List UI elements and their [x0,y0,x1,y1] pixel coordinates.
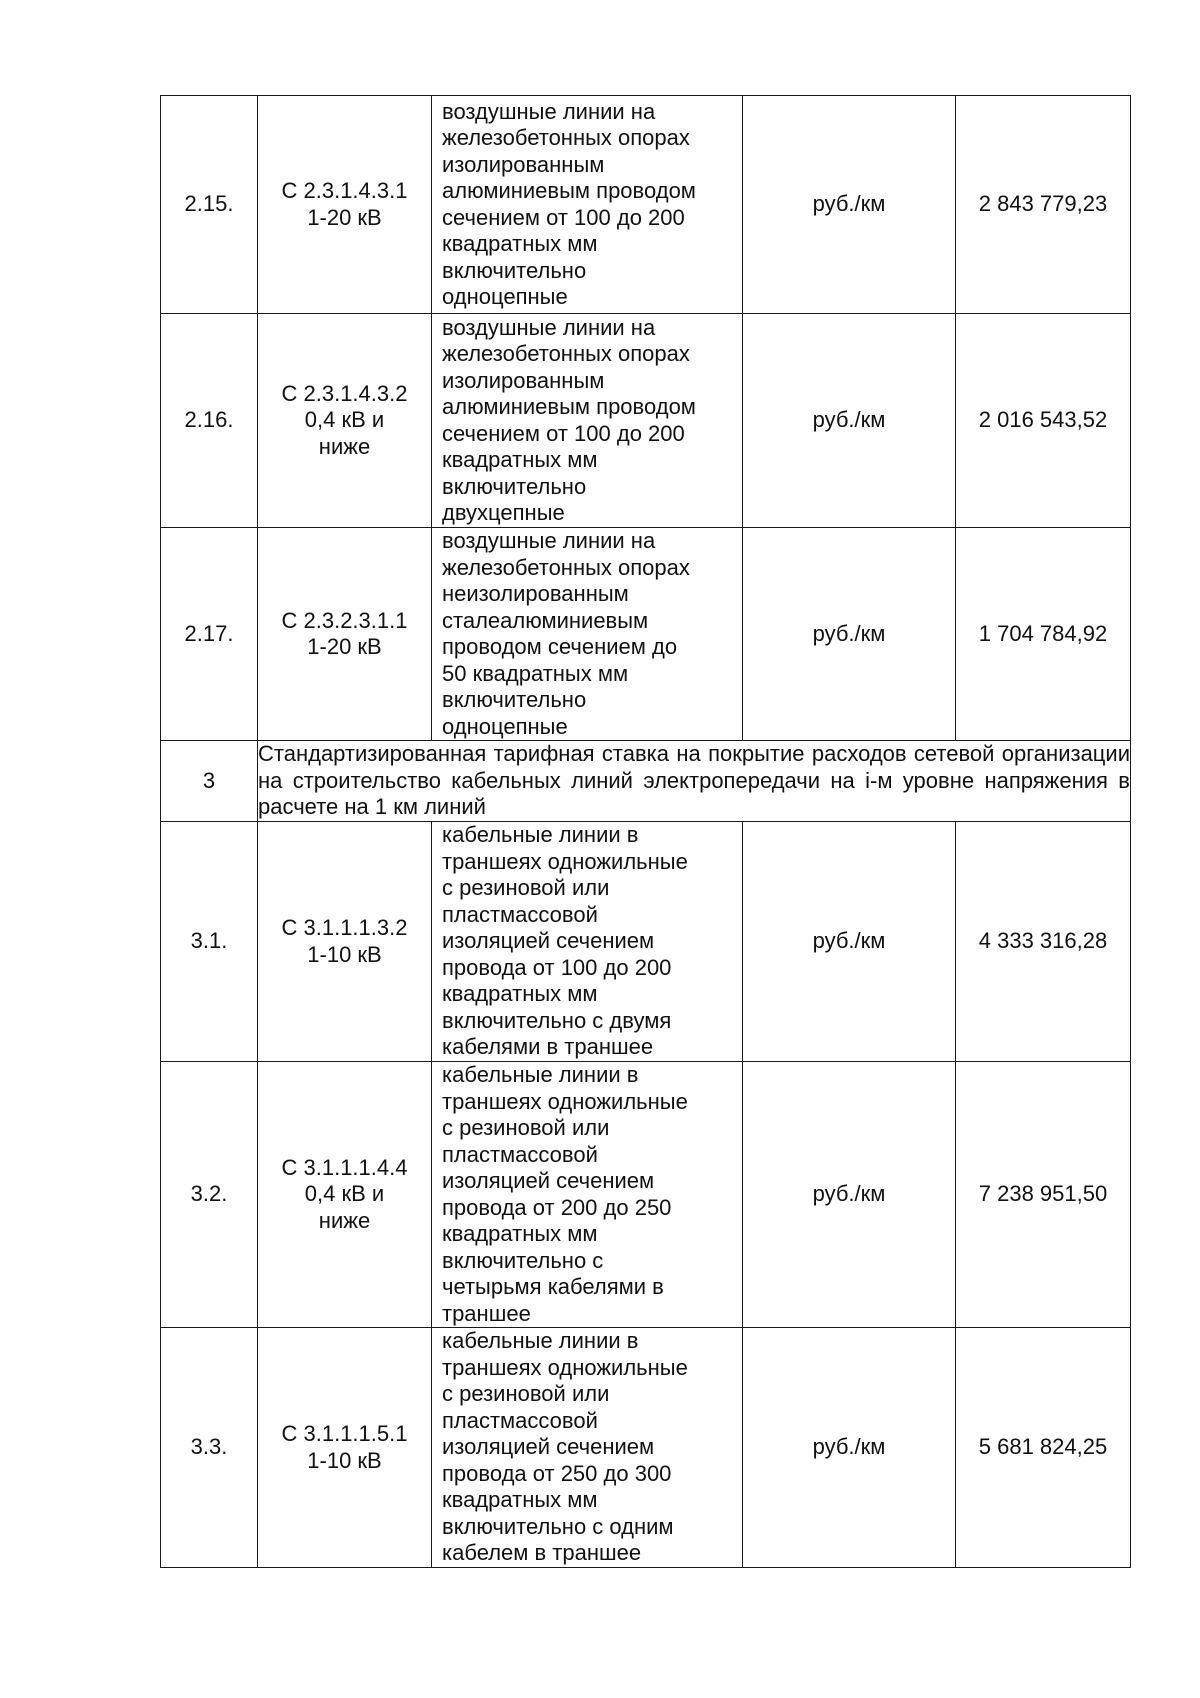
description-line: неизолированным [442,581,629,606]
unit-cell: руб./км [743,96,956,314]
description-line: алюминиевым проводом [442,178,696,203]
description-line: траншеях одножильные [442,848,688,874]
tariff-code: С 3.1.1.1.5.1 [281,1421,408,1446]
table-row [161,822,1131,1062]
unit-cell: руб./км [743,528,956,741]
description-line: воздушные линии на [442,314,656,340]
description-line: траншеях одножильные [442,1354,688,1380]
description-line: включительно [442,257,587,283]
row-number: 2.17. [161,528,258,741]
description-line: с резиновой или [442,875,610,901]
description-line: кабелем в траншее [442,1540,642,1566]
table-row [161,1062,1131,1328]
description-line: изоляцией сечением [442,1168,655,1193]
description-line: кабелями в траншее [442,1034,654,1060]
description-cell [432,1062,743,1328]
tariff-code: С 3.1.1.1.4.4 [281,1154,408,1180]
description-line: провода от 200 до 250 [442,1194,672,1220]
rate-value-cell: 7 238 951,50 [956,1062,1131,1328]
description-line: железобетонных опорах [442,341,690,366]
table-row [161,528,1131,741]
unit-cell: руб./км [743,1328,956,1568]
section-title: Стандартизированная тарифная ставка на покрытие расходов сетевой организации на строительство кабельных линий электропередачи на i-м уровне напряжения в расчете на 1 км линий [258,741,1131,822]
table-row [161,1328,1131,1568]
description-line: одноцепные [442,284,568,309]
voltage-level: ниже [318,433,371,459]
rate-value-cell: 4 333 316,28 [956,822,1131,1062]
tariff-code-cell [258,314,432,528]
description-line: включительно с одним [442,1513,674,1539]
description-line: пластмассовой [442,901,598,927]
description-line: четырьмя кабелями в [442,1274,664,1299]
voltage-level: 1-20 кВ [307,204,382,230]
unit-cell: руб./км [743,822,956,1062]
tariff-code: С 2.3.1.4.3.1 [281,178,408,203]
description-line: траншеях одножильные [442,1088,688,1114]
tariff-code-cell [258,1328,432,1568]
description-line: включительно с двумя [442,1007,672,1033]
rate-value-cell: 1 704 784,92 [956,528,1131,741]
description-line: изоляцией сечением [442,1434,655,1460]
tariff-table [160,95,1131,1568]
description-line: квадратных мм [442,1487,598,1513]
row-number: 2.16. [161,314,258,528]
description-line: квадратных мм [442,447,598,472]
description-cell [432,1328,743,1568]
description-line: включительно [442,687,587,712]
tariff-code-cell [258,528,432,741]
description-cell [432,822,743,1062]
voltage-level: 0,4 кВ и [304,1181,385,1207]
tariff-code: С 3.1.1.1.3.2 [281,915,408,940]
tariff-code-cell [258,1062,432,1328]
row-number: 3.3. [161,1328,258,1568]
description-line: пластмассовой [442,1407,598,1433]
rate-value-cell: 2 016 543,52 [956,314,1131,528]
row-number: 3.2. [161,1062,258,1328]
description-line: алюминиевым проводом [442,394,696,419]
description-line: одноцепные [442,713,568,739]
section-number: 3 [161,741,258,822]
voltage-level: 1-20 кВ [307,634,382,659]
description-cell [432,528,743,741]
description-line: траншее [442,1300,531,1326]
voltage-level: 0,4 кВ и [304,407,385,433]
description-line: железобетонных опорах [442,554,690,580]
description-line: пластмассовой [442,1141,598,1167]
row-number: 3.1. [161,822,258,1062]
description-line: двухцепные [442,500,565,525]
description-line: с резиновой или [442,1381,610,1407]
description-line: сталеалюминиевым [442,607,649,633]
description-line: железобетонных опорах [442,125,690,150]
unit-cell: руб./км [743,1062,956,1328]
description-line: сечением от 100 до 200 [442,204,685,230]
tariff-code-cell [258,96,432,314]
description-line: изолированным [442,367,605,393]
voltage-level: 1-10 кВ [307,1447,382,1473]
description-line: воздушные линии на [442,528,656,553]
description-line: включительно [442,473,587,499]
description-line: 50 квадратных мм [442,660,629,686]
table-row [161,314,1131,528]
description-cell [432,314,743,528]
description-line: провода от 100 до 200 [442,954,672,980]
voltage-level: 1-10 кВ [307,941,382,967]
tariff-code: С 2.3.2.3.1.1 [281,607,408,633]
rate-value-cell: 5 681 824,25 [956,1328,1131,1568]
table-row [161,96,1131,314]
description-line: провода от 250 до 300 [442,1460,672,1486]
description-line: изолированным [442,151,605,177]
section-row [161,741,1131,822]
description-line: кабельные линии в [442,822,639,848]
description-line: изоляцией сечением [442,928,655,954]
voltage-level: ниже [318,1207,371,1233]
description-line: проводом сечением до [442,634,678,659]
description-line: включительно с [442,1247,604,1273]
description-line: с резиновой или [442,1115,610,1140]
tariff-code: С 2.3.1.4.3.2 [281,380,408,406]
description-cell [432,96,743,314]
description-line: кабельные линии в [442,1062,639,1087]
rate-value-cell: 2 843 779,23 [956,96,1131,314]
description-line: сечением от 100 до 200 [442,420,685,446]
description-line: кабельные линии в [442,1328,639,1354]
unit-cell: руб./км [743,314,956,528]
tariff-code-cell [258,822,432,1062]
description-line: квадратных мм [442,1221,598,1246]
description-line: воздушные линии на [442,98,656,124]
row-number: 2.15. [161,96,258,314]
description-line: квадратных мм [442,231,598,256]
description-line: квадратных мм [442,981,598,1007]
